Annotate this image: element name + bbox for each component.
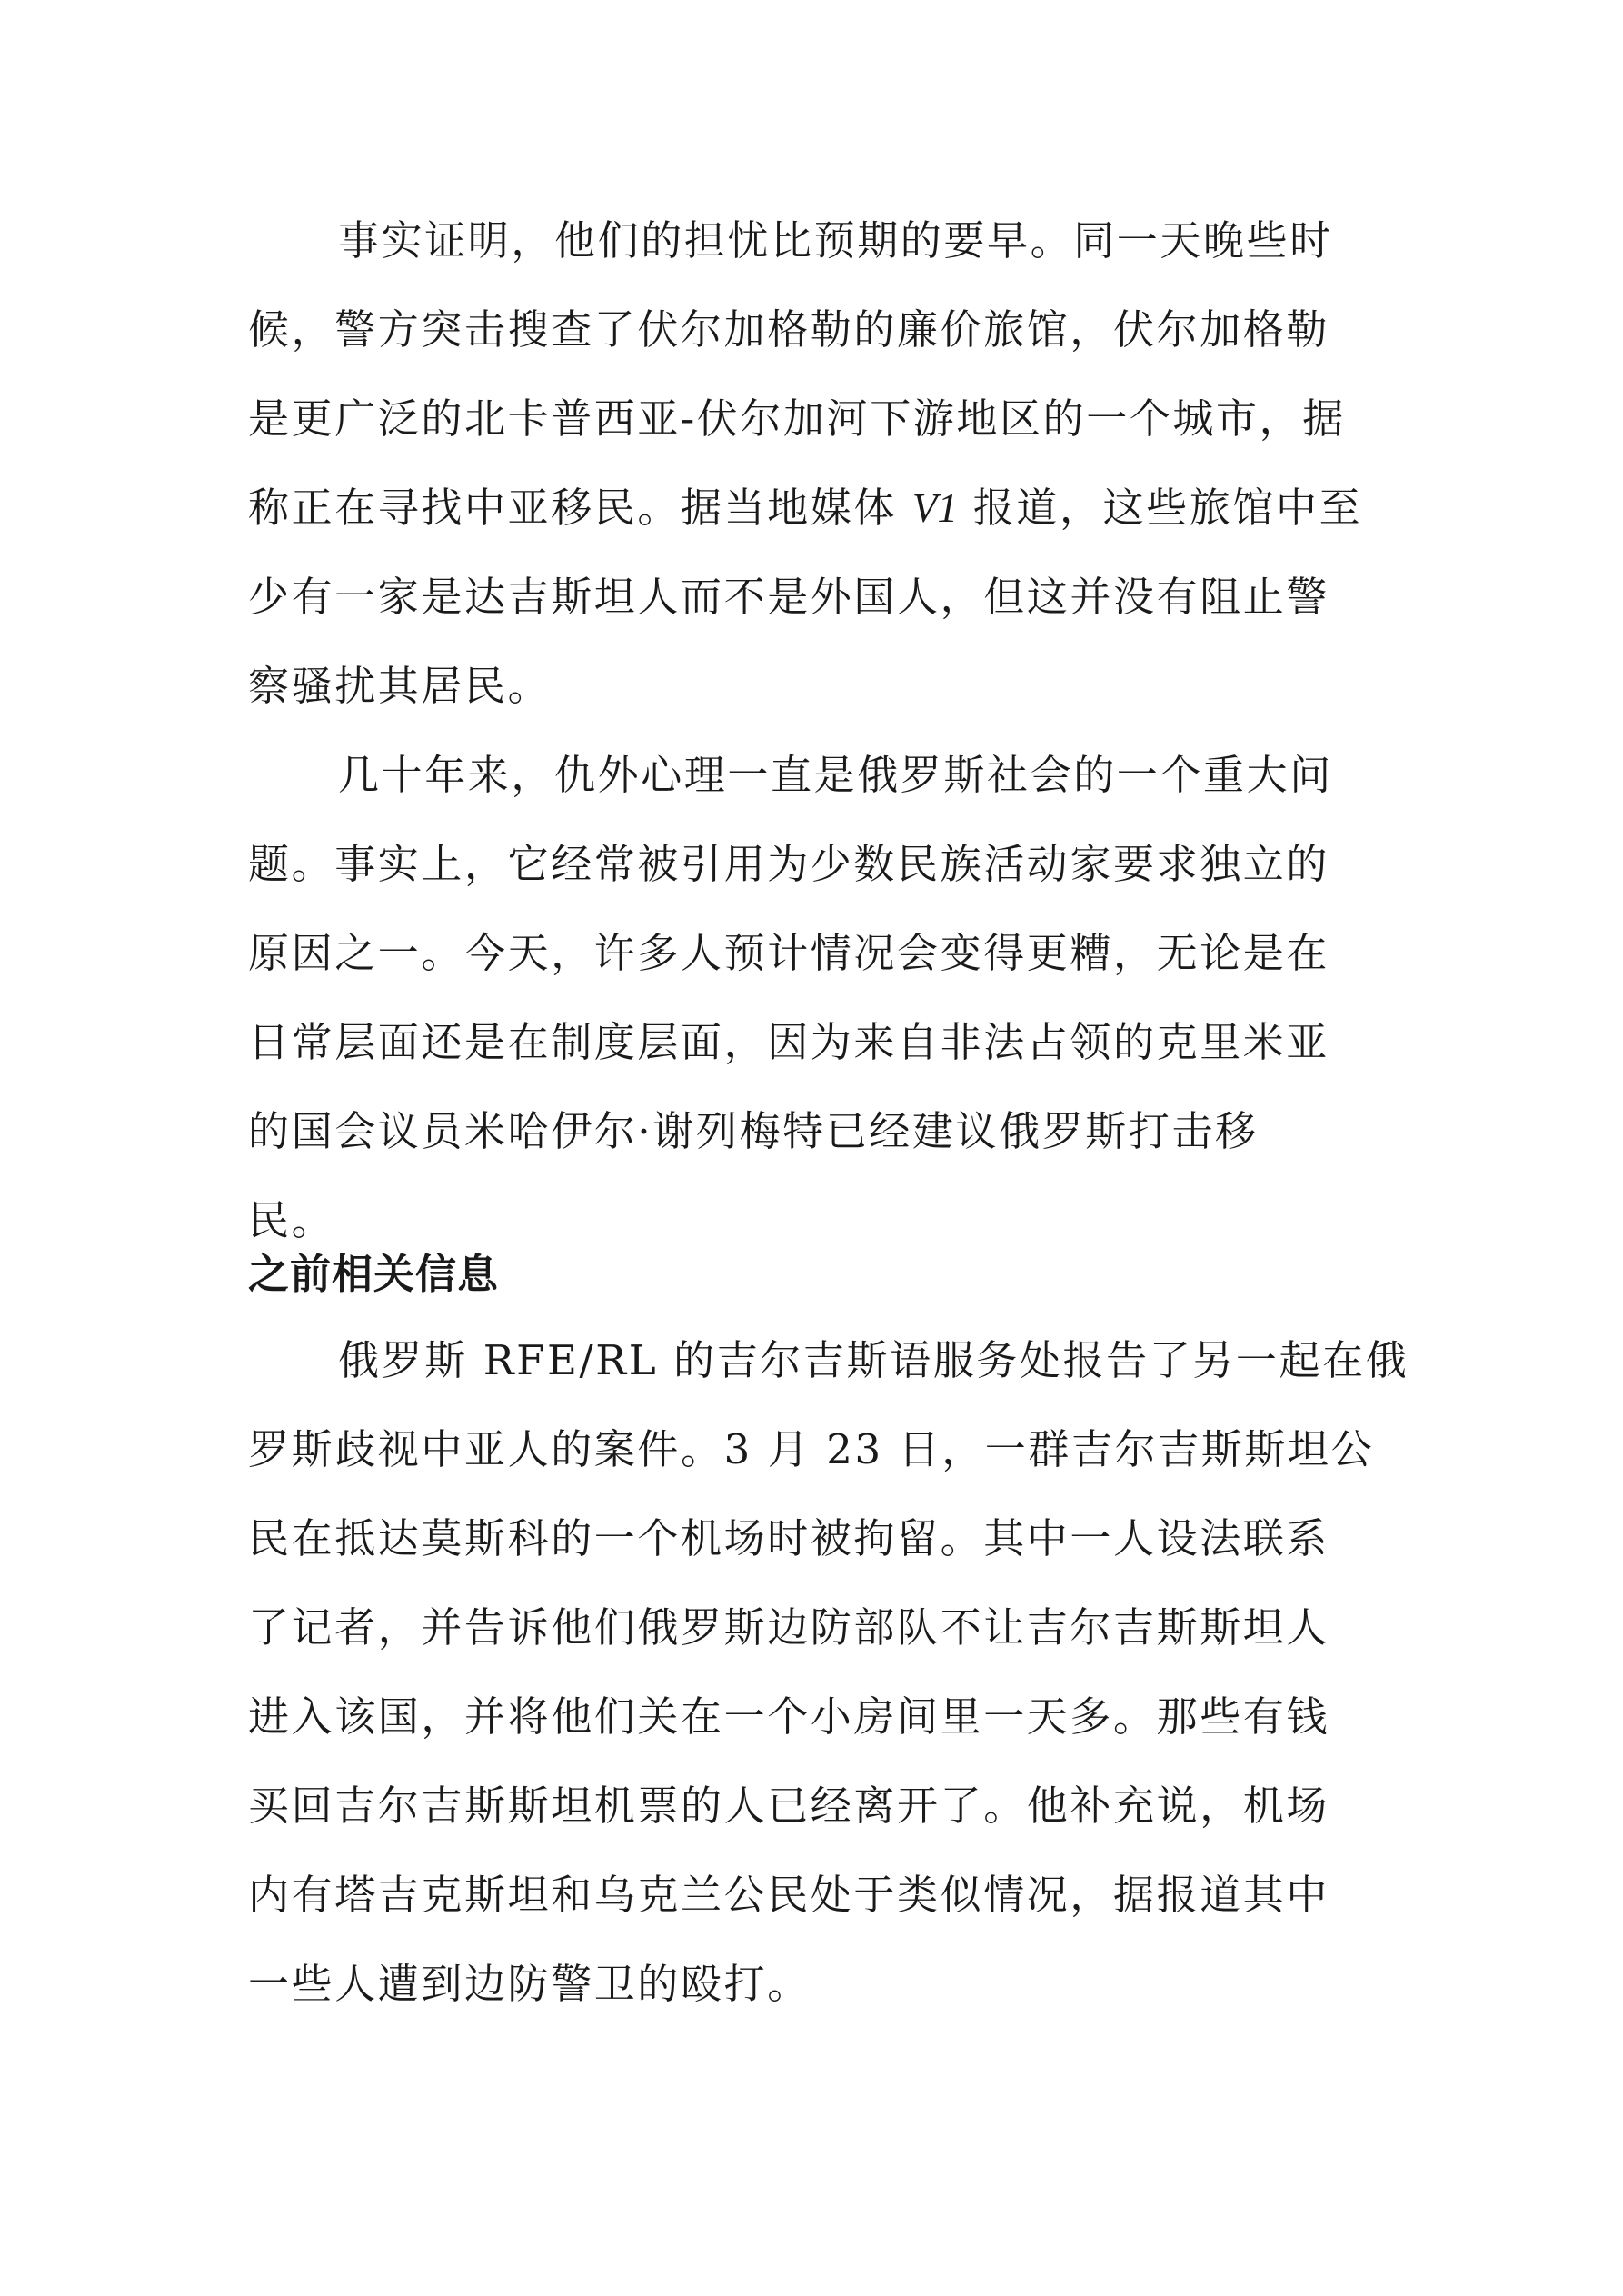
- section-heading: 之前相关信息: [248, 1250, 500, 1298]
- paragraph-2-line-4: 日常层面还是在制度层面，因为来自非法占领的克里米亚: [248, 1018, 1330, 1066]
- paragraph-2-line-6: 民。: [248, 1196, 335, 1244]
- paragraph-1-line-3: 是更广泛的北卡普西亚-伏尔加河下游地区的一个城市，据: [248, 394, 1346, 443]
- paragraph-3-line-2: 罗斯歧视中亚人的案件。3 月 23 日，一群吉尔吉斯斯坦公: [248, 1425, 1375, 1473]
- paragraph-2-line-3: 原因之一。今天，许多人预计情况会变得更糟，无论是在: [248, 929, 1330, 977]
- paragraph-3-line-5: 进入该国，并将他们关在一个小房间里一天多。那些有钱: [248, 1692, 1330, 1741]
- paragraph-1-line-4-end: 报道，这些旅馆中至: [957, 484, 1363, 532]
- paragraph-1-line-4-start: 称正在寻找中亚移民。据当地媒体: [248, 484, 912, 532]
- paragraph-3-line-7: 内有塔吉克斯坦和乌克兰公民处于类似情况，据报道其中: [248, 1871, 1330, 1919]
- paragraph-3-line-4: 了记者，并告诉他们俄罗斯边防部队不让吉尔吉斯斯坦人: [248, 1603, 1330, 1652]
- paragraph-2-line-5: 的国会议员米哈伊尔·谢列梅特已经建议俄罗斯打击移: [248, 1107, 1259, 1155]
- paragraph-1-line-1: 事实证明，他们的担忧比预期的要早。同一天晚些时: [338, 216, 1333, 265]
- paragraph-1-line-6: 察骚扰其居民。: [248, 662, 552, 710]
- paragraph-3-line-3: 民在抵达莫斯科的一个机场时被拘留。其中一人设法联系: [248, 1514, 1330, 1562]
- paragraph-3-line-6: 买回吉尔吉斯斯坦机票的人已经离开了。他补充说，机场: [248, 1782, 1330, 1830]
- paragraph-3-line-1: 俄罗斯 RFE/RL 的吉尔吉斯语服务处报告了另一起在俄: [338, 1336, 1409, 1384]
- paragraph-1-line-2: 候，警方突击搜查了伏尔加格勒的廉价旅馆，伏尔加格勒: [248, 305, 1330, 354]
- paragraph-1-line-4: [248, 481, 1362, 535]
- paragraph-2-line-2: 题。事实上，它经常被引用为少数民族活动家要求独立的: [248, 840, 1330, 888]
- paragraph-3-line-8: 一些人遭到边防警卫的殴打。: [248, 1960, 811, 2008]
- paragraph-2-line-1: 几十年来，仇外心理一直是俄罗斯社会的一个重大问: [338, 751, 1333, 799]
- paragraph-1-line-5: 少有一家是达吉斯坦人而不是外国人，但这并没有阻止警: [248, 573, 1330, 621]
- media-name-v1: V1: [911, 485, 958, 531]
